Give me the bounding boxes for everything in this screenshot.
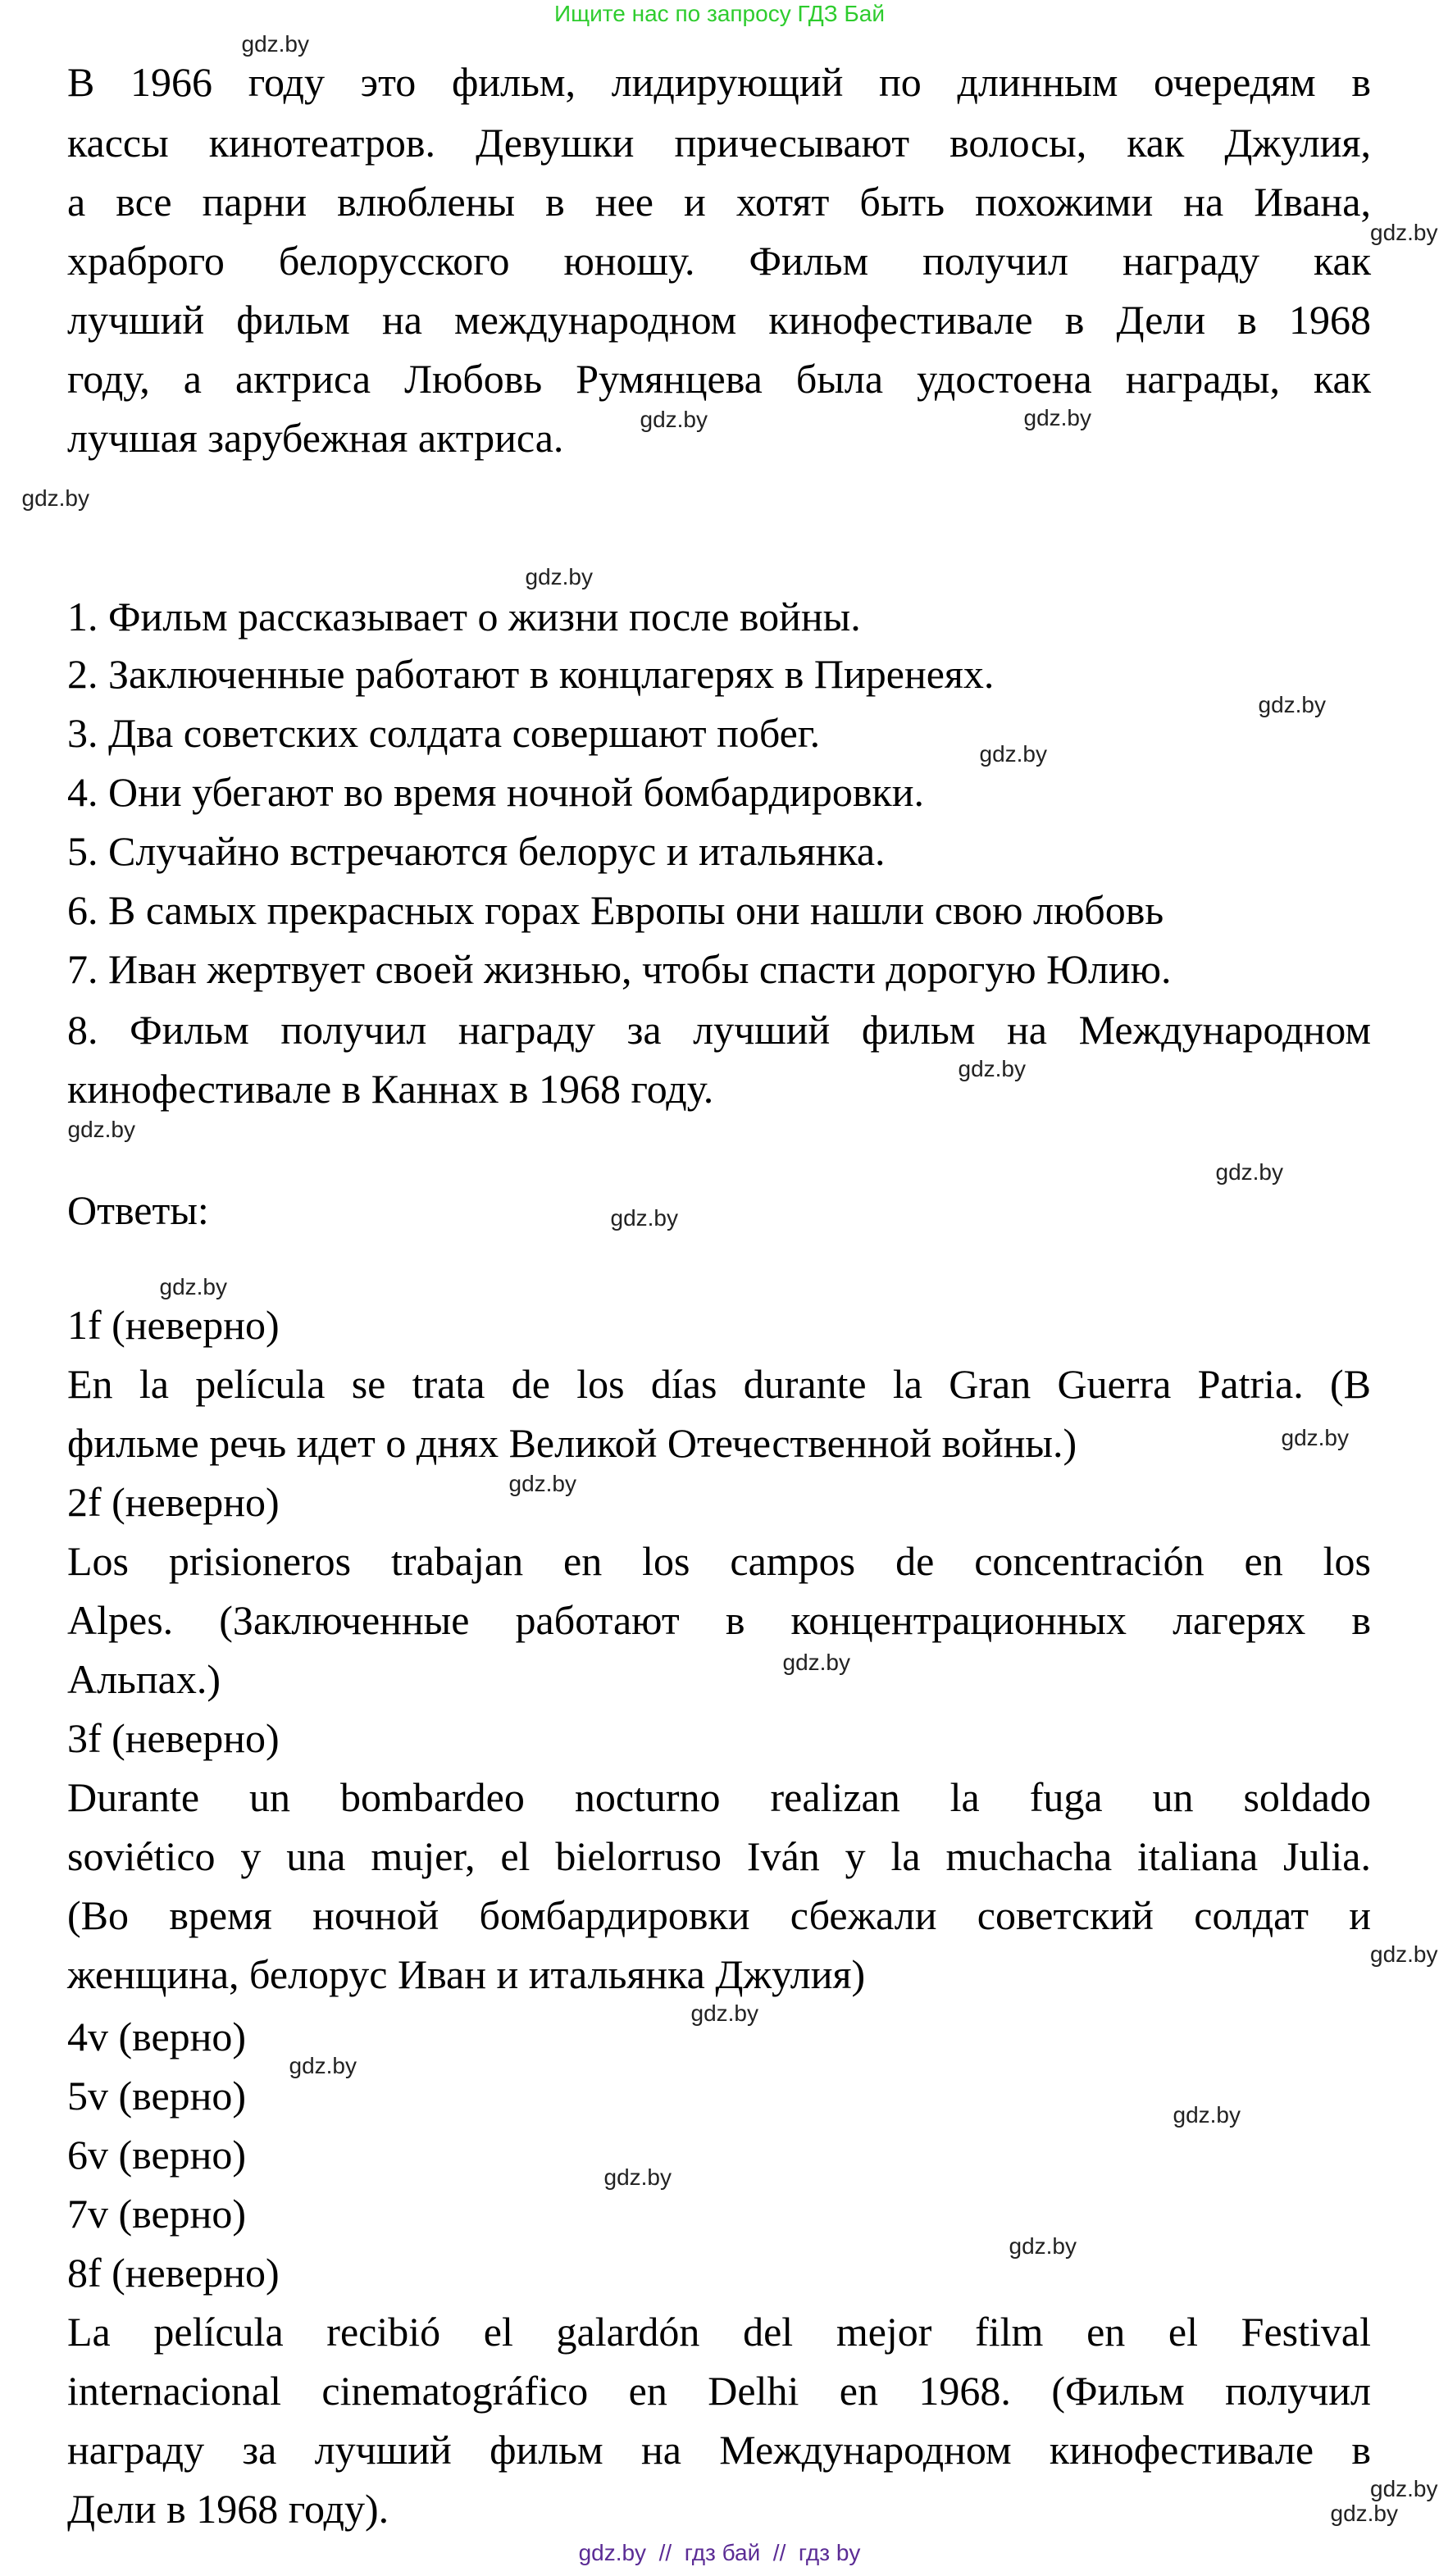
watermark: gdz.by: [525, 564, 593, 589]
text-line: 7v (верно): [67, 2191, 247, 2237]
text-line: 3f (неверно): [67, 1715, 280, 1761]
search-hint-text: Ищите нас по запросу ГДЗ Бай: [553, 1, 886, 26]
text-line: En la película se trata de los días durante la Gran Guerra Patria. (В: [67, 1361, 1371, 1407]
text-line: фильме речь идет о днях Великой Отечественной войны.): [67, 1420, 1077, 1466]
text-line: La película recibió el galardón del mejor film en el Festival: [67, 2309, 1371, 2355]
watermark: gdz.by: [1281, 1425, 1349, 1450]
watermark: gdz.by: [241, 31, 309, 57]
search-hint-banner: [0, 0, 1439, 28]
text-line: 1f (неверно): [67, 1302, 280, 1348]
watermark: gdz.by: [1370, 1941, 1438, 1967]
text-line: 5v (верно): [67, 2073, 247, 2119]
watermark: gdz.by: [1173, 2102, 1241, 2128]
text-line: кинофестивале в Каннах в 1968 году.: [67, 1066, 714, 1112]
watermark: gdz.by: [289, 2053, 357, 2078]
text-line: internacional cinematográfico en Delhi en 1968. (Фильм получил: [67, 2368, 1371, 2414]
text-line: soviético y una mujer, el bielorruso Iván y la muchacha italiana Julia.: [67, 1833, 1371, 1879]
text-line: Дели в 1968 году).: [67, 2486, 389, 2532]
watermark: gdz.by: [1330, 2501, 1398, 2526]
text-line: Durante un bombardeo nocturno realizan la fuga un soldado: [67, 1774, 1371, 1820]
watermark: gdz.by: [782, 1650, 850, 1675]
text-line: 8. Фильм получил награду за лучший фильм на Международном: [67, 1007, 1371, 1053]
watermark: gdz.by: [1370, 220, 1438, 245]
text-line: 1. Фильм рассказывает о жизни после войны.: [67, 594, 861, 639]
text-line: Los prisioneros trabajan en los campos de concentración en los: [67, 1538, 1371, 1584]
text-line: 2. Заключенные работают в концлагерях в Пиренеях.: [67, 651, 995, 697]
watermark: gdz.by: [67, 1117, 135, 1142]
footer-links: [0, 2538, 1439, 2568]
text-line: (Во время ночной бомбардировки сбежали советский солдат и: [67, 1892, 1371, 1938]
watermark: gdz.by: [958, 1056, 1026, 1081]
text-line: лучшая зарубежная актриса.: [67, 415, 564, 461]
text-line: Ответы:: [67, 1187, 209, 1233]
watermark: gdz.by: [690, 2000, 758, 2026]
text-line: а все парни влюблены в нее и хотят быть похожими на Ивана,: [67, 179, 1371, 225]
watermark: gdz.by: [640, 407, 708, 432]
text-line: 2f (неверно): [67, 1479, 280, 1525]
text-line: году, а актриса Любовь Румянцева была удостоена награды, как: [67, 356, 1371, 402]
watermark: gdz.by: [610, 1205, 678, 1231]
watermark: gdz.by: [21, 485, 89, 511]
watermark: gdz.by: [1023, 405, 1091, 430]
text-line: В 1966 году это фильм, лидирующий по длинным очередям в: [67, 59, 1371, 105]
watermark: gdz.by: [979, 741, 1047, 767]
text-line: кассы кинотеатров. Девушки причесывают волосы, как Джулия,: [67, 120, 1371, 166]
text-line: Alpes. (Заключенные работают в концентрационных лагерях в: [67, 1597, 1371, 1643]
text-line: лучший фильм на международном кинофестивале в Дели в 1968: [67, 297, 1371, 343]
text-line: награду за лучший фильм на Международном кинофестивале в: [67, 2427, 1371, 2473]
text-line: 5. Случайно встречаются белорус и итальянка.: [67, 828, 886, 874]
text-line: 6. В самых прекрасных горах Европы они нашли свою любовь: [67, 887, 1164, 933]
watermark: gdz.by: [1215, 1159, 1283, 1185]
text-line: 7. Иван жертвует своей жизнью, чтобы спасти дорогую Юлию.: [67, 946, 1172, 992]
footer-links-text[interactable]: gdz.by // гдз бай // гдз by: [578, 2540, 861, 2565]
text-line: Альпах.): [67, 1656, 221, 1702]
text-line: 8f (неверно): [67, 2250, 280, 2296]
watermark: gdz.by: [1009, 2233, 1077, 2259]
text-line: храброго белорусского юношу. Фильм получил награду как: [67, 238, 1371, 284]
text-line: женщина, белорус Иван и итальянка Джулия): [67, 1951, 866, 1997]
text-line: 3. Два советских солдата совершают побег.: [67, 710, 821, 756]
watermark: gdz.by: [1258, 692, 1326, 717]
text-line: 6v (верно): [67, 2132, 247, 2178]
watermark: gdz.by: [159, 1274, 227, 1299]
watermark: gdz.by: [603, 2164, 672, 2190]
text-line: 4. Они убегают во время ночной бомбардировки.: [67, 769, 924, 815]
text-line: 4v (верно): [67, 2014, 247, 2059]
watermark: gdz.by: [508, 1471, 576, 1496]
watermark: gdz.by: [1370, 2476, 1438, 2501]
